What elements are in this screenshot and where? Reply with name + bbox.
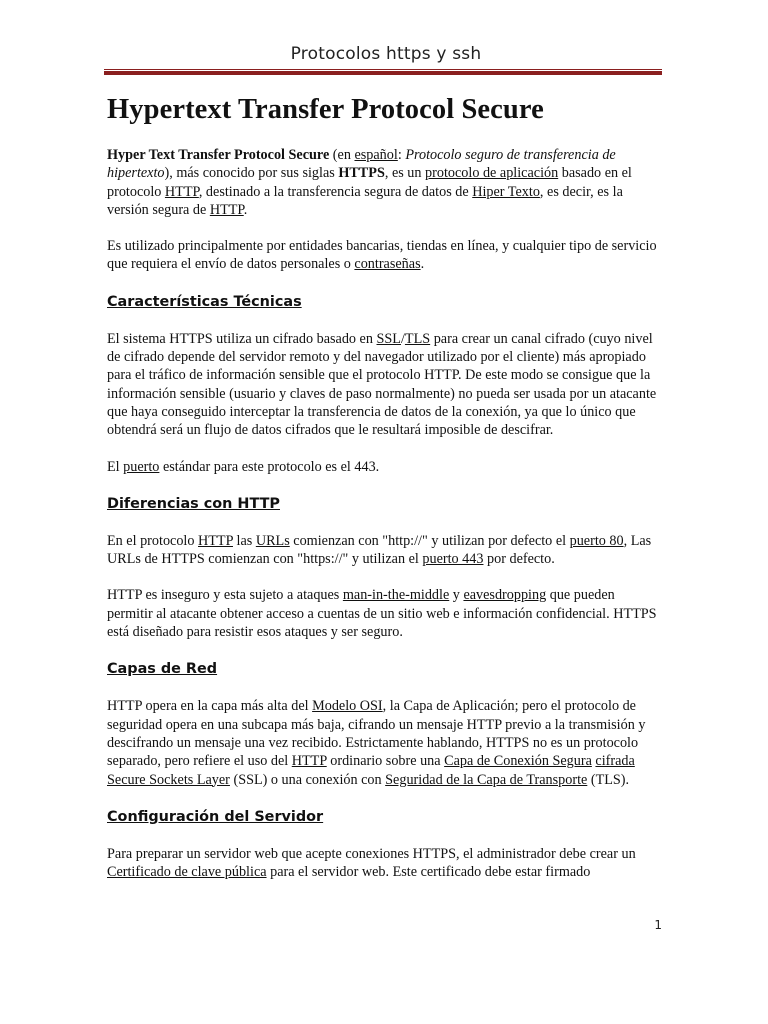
link-hipertexto[interactable]: Hiper Texto xyxy=(472,183,540,200)
text: (TLS). xyxy=(587,771,630,788)
link-capa-conexion-segura[interactable]: Capa de Conexión Segura xyxy=(444,753,592,770)
link-modelo-osi[interactable]: Modelo OSI xyxy=(312,698,383,715)
text: estándar para este protocolo es el 443. xyxy=(159,458,380,475)
section-heading-diferencias: Diferencias con HTTP xyxy=(107,495,280,512)
text: El sistema HTTPS utiliza un cifrado basado en xyxy=(107,330,377,347)
header-rule-thick xyxy=(104,71,662,75)
text: . xyxy=(420,256,425,273)
link-puerto[interactable]: puerto xyxy=(123,458,160,475)
link-puerto-80[interactable]: puerto 80 xyxy=(569,532,624,549)
system-paragraph xyxy=(107,330,663,440)
config-paragraph xyxy=(107,845,663,882)
section-heading-capas: Capas de Red xyxy=(107,661,218,678)
text: comienzan con "http://" y utilizan por defecto el xyxy=(289,532,570,549)
text: , es un xyxy=(384,165,426,182)
link-urls[interactable]: URLs xyxy=(255,532,290,549)
usage-paragraph xyxy=(107,237,663,274)
section-heading-caracteristicas: Características Técnicas xyxy=(107,293,302,310)
protocol-name: Hyper Text Transfer Protocol Secure xyxy=(107,147,330,163)
text: para el servidor web. Este certificado debe estar firmado xyxy=(266,864,591,881)
link-man-in-the-middle[interactable]: man-in-the-middle xyxy=(342,587,450,604)
link-http[interactable]: HTTP xyxy=(209,201,244,218)
layers-paragraph xyxy=(107,697,663,788)
link-ssl[interactable]: SSL xyxy=(376,330,401,347)
page-number: 1 xyxy=(654,918,662,932)
link-espanol[interactable]: español xyxy=(354,147,398,163)
text: / xyxy=(400,330,405,347)
text: El xyxy=(107,458,124,475)
link-puerto-443[interactable]: puerto 443 xyxy=(422,551,484,568)
text: las xyxy=(232,532,256,549)
text: : xyxy=(397,147,406,163)
insecure-paragraph xyxy=(107,586,663,641)
link-cifrada[interactable]: cifrada xyxy=(595,753,635,770)
link-protocolo-aplicacion[interactable]: protocolo de aplicación xyxy=(425,165,559,182)
text: Es utilizado principalmente por entidades bancarias, tiendas en línea, y cualquier tipo de servicio que requiera el envío de datos personales o xyxy=(107,238,657,273)
page-title: Hypertext Transfer Protocol Secure xyxy=(107,94,544,125)
link-contrasenas[interactable]: contraseñas xyxy=(354,256,421,273)
text: , es decir, es la versión segura de xyxy=(107,183,623,218)
link-eavesdropping[interactable]: eavesdropping xyxy=(463,587,547,604)
text: que pueden permitir al atacante obtener acceso a cuentas de un sitio web e información confidencial. HTTPS está diseñado para resistir esos ataques y ser seguro. xyxy=(107,587,657,641)
urls-paragraph xyxy=(107,532,663,569)
link-http[interactable]: HTTP xyxy=(291,753,327,770)
text: , destinado a la transferencia segura de datos de xyxy=(198,183,473,200)
link-certificado-clave-publica[interactable]: Certificado de clave pública xyxy=(107,864,267,881)
document-body xyxy=(107,92,663,899)
text: , la Capa de Aplicación; pero el protocolo de seguridad opera en una subcapa más baja, cifrando un mensaje HTTP previo a la transmisión y descifrando un mensaje una vez recibido. Estrictamente hablando, HTTPS no es un protocolo separado, pero refiere el uso del xyxy=(107,698,646,770)
document-header: Protocolos https y ssh xyxy=(290,44,482,64)
text: Para preparar un servidor web que acepte conexiones HTTPS, el administrador debe crear un xyxy=(107,845,636,862)
link-tls[interactable]: TLS xyxy=(404,330,431,347)
text: (en xyxy=(329,147,355,163)
link-http[interactable]: HTTP xyxy=(164,183,199,200)
text: En el protocolo xyxy=(107,532,199,549)
text: (SSL) o una conexión con xyxy=(229,771,386,788)
port-paragraph xyxy=(107,458,663,476)
text: HTTP opera en la capa más alta del xyxy=(107,698,313,715)
text: y xyxy=(449,587,464,604)
header-rule-thin xyxy=(104,69,662,70)
text: ), más conocido por sus siglas xyxy=(164,165,339,182)
section-heading-configuracion: Configuración del Servidor xyxy=(107,808,324,825)
intro-paragraph xyxy=(107,146,663,219)
text: basado en el protocolo xyxy=(107,165,632,200)
text: HTTP es inseguro y esta sujeto a ataques xyxy=(107,587,343,604)
link-http[interactable]: HTTP xyxy=(198,532,233,549)
text: ordinario sobre una xyxy=(326,753,445,770)
translation-text: Protocolo seguro de transferencia de hipertexto xyxy=(107,147,616,182)
text: , Las URLs de HTTPS comienzan con "https://" y utilizan el xyxy=(107,532,652,568)
link-seguridad-capa-transporte[interactable]: Seguridad de la Capa de Transporte xyxy=(385,771,588,788)
text: . xyxy=(243,201,248,218)
text: para crear un canal cifrado (cuyo nivel de cifrado depende del servidor remoto y del navegador utilizado por el cliente) más apropiado para el tráfico de información sensible que el protocolo HTTP. De este modo se consigue que la información sensible (usuario y claves de paso normalmente) no pueda ser usada por un atacante que haya conseguido interceptar la transferencia de datos de la conexión, ya que lo único que obtendrá será un flujo de datos cifrados que le resultará imposible de descifrar. xyxy=(107,330,657,439)
link-secure-sockets-layer[interactable]: Secure Sockets Layer xyxy=(107,771,230,788)
text: por defecto. xyxy=(483,551,555,568)
acronym-text: HTTPS xyxy=(338,165,385,182)
